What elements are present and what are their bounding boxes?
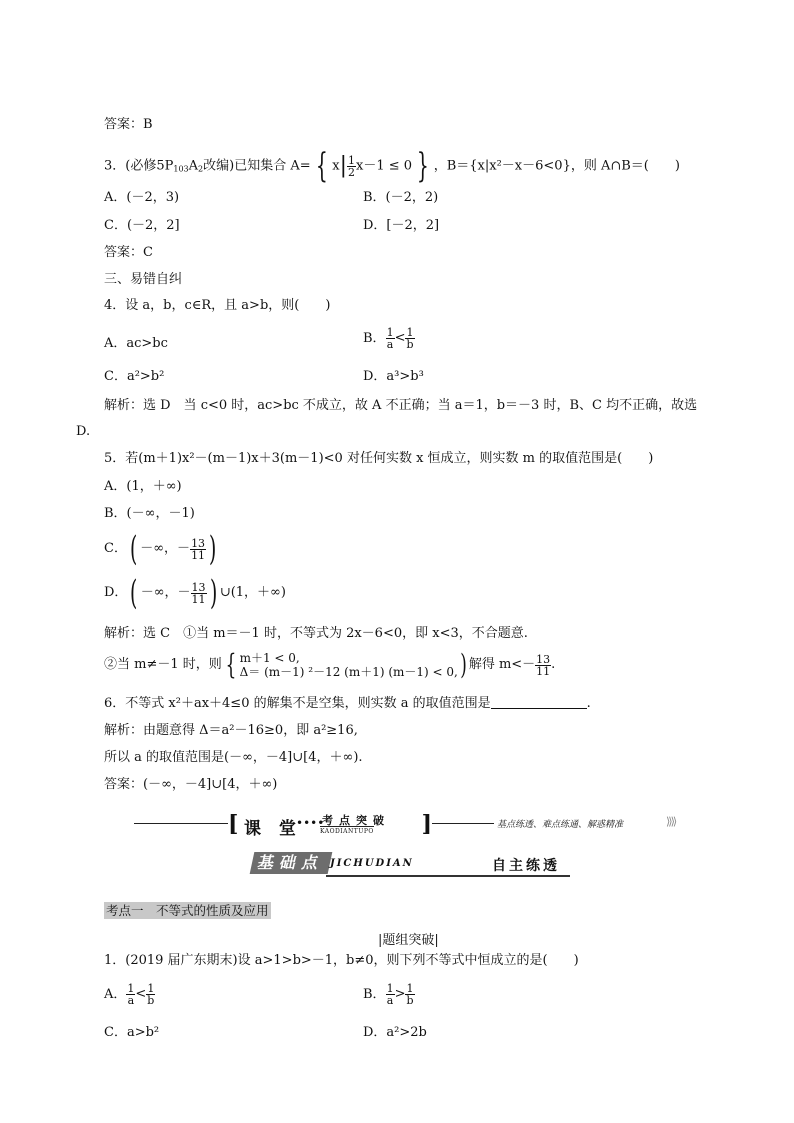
q3-sub2: 2 xyxy=(198,164,204,174)
p1-option-b: B． $\frac{1}{a}$ > $\frac{1}{b}$ xyxy=(363,982,414,1007)
q3-sub1: 103 xyxy=(173,164,189,174)
banner-subtitle: 考点突破 xyxy=(322,814,390,827)
q4-option-c: C．a²>b² xyxy=(104,369,165,384)
frac-1-over-a: $\frac{1}{a}$ xyxy=(127,982,135,1007)
chevron-arrows-icon: ⟩⟩⟩⟩ xyxy=(666,815,676,828)
frac-1-over-a: $\frac{1}{a}$ xyxy=(386,982,394,1007)
banner-english: KAODIANTUPO xyxy=(320,828,374,835)
basics-badge: 基础点 xyxy=(250,852,333,874)
section-3-heading: 三、易错自纠 xyxy=(104,272,183,287)
q3-option-b: B．(－2，2) xyxy=(363,190,439,205)
q5-option-c: C．( －∞，－ $\frac{13}{11}$ ) xyxy=(104,529,217,569)
q3-rest: ，B＝{x|x²－x－6<0}，则 A∩B＝( ) xyxy=(433,158,680,174)
inequality-system: m＋1 < 0, Δ＝ (m－1) ²－12 (m＋1) (m－1) < 0, xyxy=(239,651,458,679)
question-6-stem: 6．不等式 x²＋ax＋4≤0 的解集不是空集，则实数 a 的取值范围是 . xyxy=(104,696,591,711)
q6-explanation-2: 所以 a 的取值范围是(－∞，－4]∪[4，＋∞). xyxy=(104,750,363,765)
q3-mid: A xyxy=(188,158,199,174)
bracket-left: [ xyxy=(228,811,239,837)
banner-dots: •••• xyxy=(296,816,325,830)
frac-1-over-a: $\frac{1}{a}$ xyxy=(386,326,394,351)
banner-note: 基点练透、难点练通、解惑精准 xyxy=(497,820,624,830)
basics-underline xyxy=(326,875,570,877)
frac-13-11: $\frac{13}{11}$ xyxy=(536,652,551,678)
frac-13-11: $\frac{13}{11}$ xyxy=(191,536,206,562)
p1-option-c: C．a>b² xyxy=(104,1025,160,1040)
q3-prefix: 3．(必修5P xyxy=(104,158,174,174)
q5-explanation-1: 解析：选 C ①当 m＝－1 时，不等式为 2x－6<0，即 x<3，不合题意. xyxy=(104,626,528,641)
set-brace-left: { xyxy=(315,146,328,186)
set-brace-right: } xyxy=(416,146,429,186)
answer-2: 答案：B xyxy=(104,117,153,132)
q3-set-cond: x－1 ≤ 0 xyxy=(356,158,413,174)
question-5-stem: 5．若(m＋1)x²－(m－1)x＋3(m－1)<0 对任何实数 x 恒成立，则实数 m 的取值范围是( ) xyxy=(104,451,654,466)
q4-option-a: A．ac>bc xyxy=(104,336,168,351)
q4-explanation-cont: D. xyxy=(76,424,91,439)
q5-option-d: D．( －∞，－ $\frac{13}{11}$ ) ∪(1，＋∞) xyxy=(104,573,286,613)
q3-answer: 答案：C xyxy=(104,245,153,260)
banner-rule-left xyxy=(134,823,228,824)
basics-english: JICHUDIAN xyxy=(330,858,414,869)
frac-1-over-b: $\frac{1}{b}$ xyxy=(147,982,155,1007)
p1-option-d: D．a²>2b xyxy=(363,1025,427,1040)
q3-option-d: D．[－2，2] xyxy=(363,218,440,233)
q4-option-b: B． $\frac{1}{a}$ < $\frac{1}{b}$ xyxy=(363,326,414,351)
question-3-stem xyxy=(104,146,680,186)
banner-rule-right xyxy=(432,823,494,824)
q3-after-src: 改编)已知集合 A= xyxy=(203,158,311,174)
frac-1-over-b: $\frac{1}{b}$ xyxy=(406,326,414,351)
q6-explanation-1: 解析：由题意得 Δ＝a²－16≥0，即 a²≥16, xyxy=(104,723,358,738)
q5-explanation-2: ②当 m≠－1 时，则 { m＋1 < 0, Δ＝ (m－1) ²－12 (m＋1) (m－1) < 0, ) 解得 m<－ $\frac{13}{11}$ . xyxy=(104,648,556,681)
banner-title: 课 堂 xyxy=(244,819,302,839)
q4-explanation: 解析：选 D 当 c<0 时，ac>bc 不成立，故 A 不正确；当 a＝1，b＝－3 时，B、C 均不正确，故选 xyxy=(104,398,698,413)
frac-1-over-b: $\frac{1}{b}$ xyxy=(406,982,414,1007)
q5-option-b: B．(－∞，－1) xyxy=(104,506,195,521)
set-bar: | xyxy=(339,153,348,178)
bracket-right: ] xyxy=(421,811,432,837)
p1-option-a: A． $\frac{1}{a}$ < $\frac{1}{b}$ xyxy=(104,982,155,1007)
q5-option-a: A．(1，＋∞) xyxy=(104,479,182,494)
q3-option-c: C．(－2，2] xyxy=(104,218,180,233)
exercise-group-heading: |题组突破| xyxy=(378,933,439,948)
q3-option-a: A．(－2，3) xyxy=(104,190,180,205)
answer-blank xyxy=(491,696,587,709)
q6-answer: 答案：(－∞，－4]∪[4，＋∞) xyxy=(104,777,278,792)
practice-1-stem: 1．(2019 届广东期末)设 a>1>b>－1，b≠0，则下列不等式中恒成立的是( ) xyxy=(104,953,579,968)
topic-1-label: 考点一 不等式的性质及应用 xyxy=(106,903,269,918)
basics-self-practice: 自主练透 xyxy=(492,858,560,874)
frac-13-11: $\frac{13}{11}$ xyxy=(191,580,206,606)
classroom-banner xyxy=(228,811,432,839)
q3-set-var: x xyxy=(332,158,340,174)
q3-fraction: $\frac{1}{2}$ xyxy=(348,153,356,179)
question-4-stem: 4．设 a，b，c∈R，且 a>b，则( ) xyxy=(104,298,331,313)
q4-option-d: D．a³>b³ xyxy=(363,369,424,384)
